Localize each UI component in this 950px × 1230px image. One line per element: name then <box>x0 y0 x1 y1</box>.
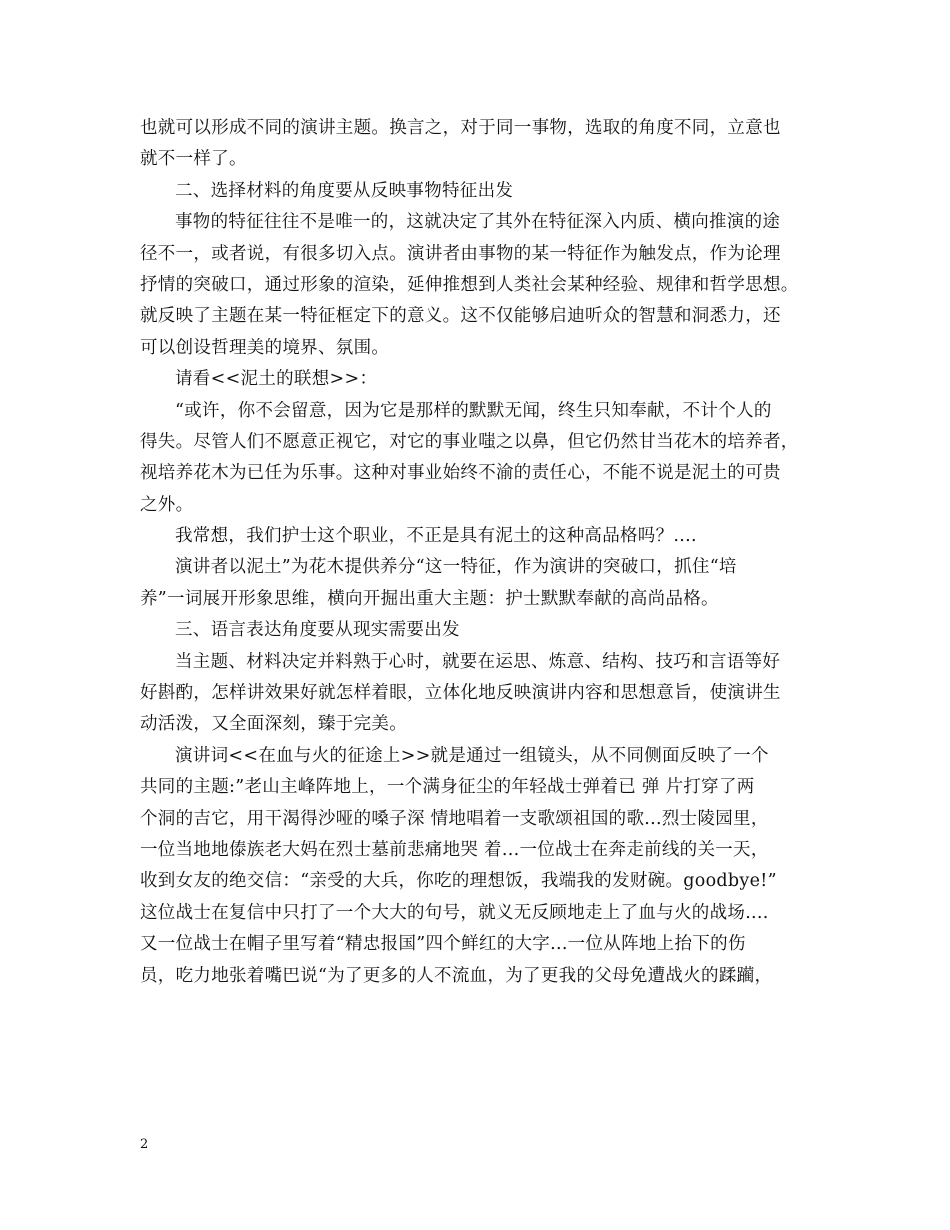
text-line: 事物的特征往往不是唯一的，这就决定了其外在特征深入内质、横向推演的途 <box>175 212 781 233</box>
document-body <box>140 113 820 992</box>
text-line: 当主题、材料决定并料熟于心时，就要在运思、炼意、结构、技巧和言语等好 <box>175 651 781 672</box>
text-line: “或许，你不会留意，因为它是那样的默默无闻，终生只知奉献，不计个人的 <box>175 400 772 421</box>
text-line: 视培养花木为已任为乐事。这种对事业始终不渝的责任心，不能不说是泥土的可贵 <box>140 463 781 484</box>
text-line: 我常想，我们护士这个职业，不正是具有泥土的这种高品格吗？.... <box>175 526 697 547</box>
text-line: 这位战士在复信中只打了一个大大的句号，就义无反顾地走上了血与火的战场.... <box>140 902 769 923</box>
text-line: 也就可以形成不同的演讲主题。换言之，对于同一事物，选取的角度不同，立意也 <box>140 118 781 138</box>
page-number: 2 <box>140 1137 149 1152</box>
text-line: 一位当地地傣族老大妈在烈士墓前悲痛地哭 着...一位战士在奔走前线的关一天， <box>140 839 769 860</box>
text-line: 径不一，或者说，有很多切入点。演讲者由事物的某一特征作为触发点，作为论理 <box>140 243 781 264</box>
text-line: 个洞的吉它，用干渴得沙哑的嗓子深 情地唱着一支歌颂祖国的歌...烈士陵园里， <box>140 808 769 829</box>
text-line: 得失。尽管人们不愿意正视它，对它的事业嗤之以鼻，但它仍然甘当花木的培养者， <box>140 431 799 452</box>
text-line: 三、语言表达角度要从现实需要出发 <box>175 620 460 641</box>
text-line: 员，吃力地张着嘴巴说“为了更多的人不流血，为了更我的父母免遭战火的蹂躏， <box>140 965 773 986</box>
text-line: 动活泼，又全面深刻，臻于完美。 <box>140 714 407 735</box>
text-line: 好斟酌，怎样讲效果好就怎样着眼，立体化地反映演讲内容和思想意旨，使演讲生 <box>140 683 781 704</box>
text-line: 演讲者以泥土”为花木提供养分“这一特征，作为演讲的突破口，抓住“培 <box>175 557 737 578</box>
text-line: 可以创设哲理美的境界、氛围。 <box>140 337 390 358</box>
text-line: 共同的主题:”老山主峰阵地上，一个满身征尘的年轻战士弹着已 弹 片打穿了两 <box>140 777 755 798</box>
text-line: 抒情的突破口，通过形象的渲染，延伸推想到人类社会某种经验、规律和哲学思想。 <box>140 274 799 295</box>
text-line: 又一位战士在帽子里写着“精忠报国”四个鲜红的大字...一位从阵地上抬下的伤 <box>140 934 746 955</box>
text-line: 就不一样了。 <box>140 149 247 170</box>
text-line: 二、选择材料的角度要从反映事物特征出发 <box>175 180 514 201</box>
text-line: 收到女友的绝交信：“亲受的大兵，你吃的理想饭，我端我的发财碗。goodbye!” <box>140 871 777 892</box>
text-line: 请看<<泥土的联想>>： <box>175 369 378 390</box>
text-line: 就反映了主题在某一特征框定下的意义。这不仅能够启迪听众的智慧和洞悉力，还 <box>140 306 781 327</box>
text-line: 养”一词展开形象思维，横向开掘出重大主题：护士默默奉献的高尚品格。 <box>140 588 719 609</box>
text-line: 演讲词<<在血与火的征途上>>就是通过一组镜头，从不同侧面反映了一个 <box>175 745 769 766</box>
text-line: 之外。 <box>140 494 194 515</box>
